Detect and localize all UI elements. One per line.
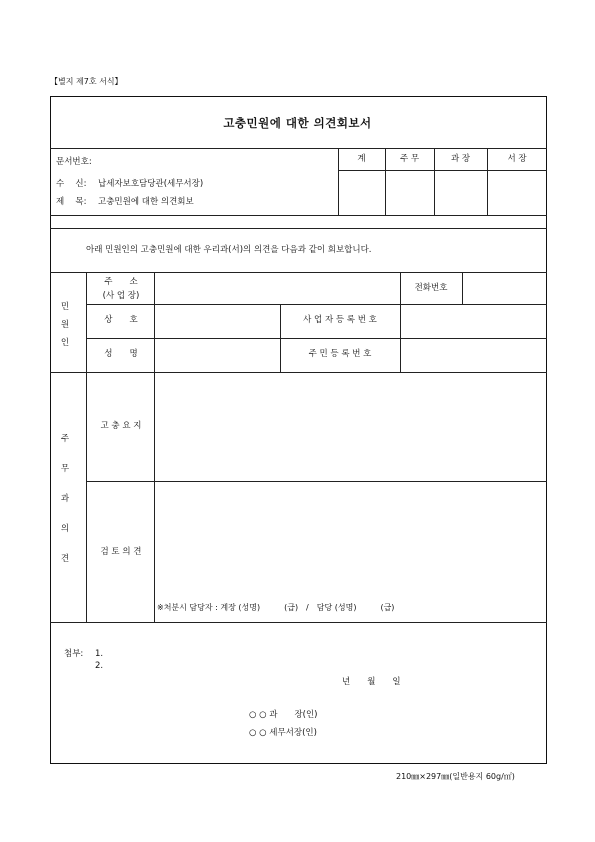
phone-label: 전화번호 [414, 283, 448, 293]
phone-divider-right [462, 272, 463, 304]
opinion-label-3: 과 [60, 494, 70, 504]
intro-text: 아래 민원인의 고충민원에 대한 우리과(서)의 의견을 다음과 같이 회보합니다. [86, 245, 372, 255]
approval-col-manager: 주 무 [399, 154, 420, 164]
recipient-label: 수 신: [56, 179, 87, 189]
paper-spec: 210㎜×297㎜(일반용지 60g/㎡) [396, 772, 515, 781]
grievance-label: 고 충 요 지 [100, 421, 142, 431]
recipient-value: 납세자보호담당관(세무서장) [98, 179, 204, 189]
handler-line: ※처분시 담당자 : 계장 (성명) (급) / 담당 (성명) (급) [157, 603, 395, 612]
opinion-bottom-line [50, 622, 547, 623]
business-reg-label: 사 업 자 등 록 번 호 [303, 315, 377, 325]
complainant-label-1: 민 [60, 302, 70, 312]
business-row-bottom [86, 338, 547, 339]
form-title: 고충민원에 대한 의견회보서 [223, 116, 372, 130]
address-row-bottom [86, 304, 547, 305]
attachment-label: 첨부: [64, 649, 84, 659]
attachment-item-1: 1. [95, 649, 104, 659]
approval-col-staff: 계 [357, 154, 366, 164]
opinion-label-1: 주 [60, 434, 70, 444]
section-label-divider [86, 272, 87, 622]
resident-reg-label: 주 민 등 록 번 호 [308, 349, 372, 359]
subject-value: 고충민원에 대한 의견회보 [98, 197, 194, 207]
form-code: 【별지 제7호 서식】 [50, 77, 123, 86]
intro-top-line [50, 228, 547, 229]
opinion-label-4: 의 [60, 524, 70, 534]
complainant-top-line [50, 272, 547, 273]
review-label: 검 토 의 견 [100, 547, 142, 557]
grievance-row-bottom [86, 481, 547, 482]
opinion-label-5: 견 [60, 554, 70, 564]
signature-section-chief: ○ ○ 과 장(인) [249, 710, 318, 720]
signature-director: ○ ○ 세무서장(인) [249, 728, 317, 738]
field-label-divider [154, 272, 155, 622]
business-name-label: 상 호 [104, 315, 138, 325]
complainant-bottom-line [50, 372, 547, 373]
address-label-sub: (사 업 장) [102, 291, 140, 301]
address-label: 주 소 [104, 277, 138, 287]
header-bottom-line [50, 215, 547, 216]
title-divider [50, 148, 547, 149]
subject-label: 제 목: [56, 197, 87, 207]
approval-col-director: 서 장 [507, 154, 527, 164]
attachment-item-2: 2. [95, 661, 104, 671]
complainant-label-3: 인 [60, 338, 70, 348]
complainant-label-2: 원 [60, 320, 70, 330]
doc-no-label: 문서번호: [56, 157, 92, 167]
date-line: 년 월 일 [342, 677, 401, 687]
opinion-label-2: 무 [60, 464, 70, 474]
name-label: 성 명 [104, 349, 138, 359]
approval-col-section-chief: 과 장 [450, 154, 471, 164]
approval-header-divider [338, 170, 547, 171]
